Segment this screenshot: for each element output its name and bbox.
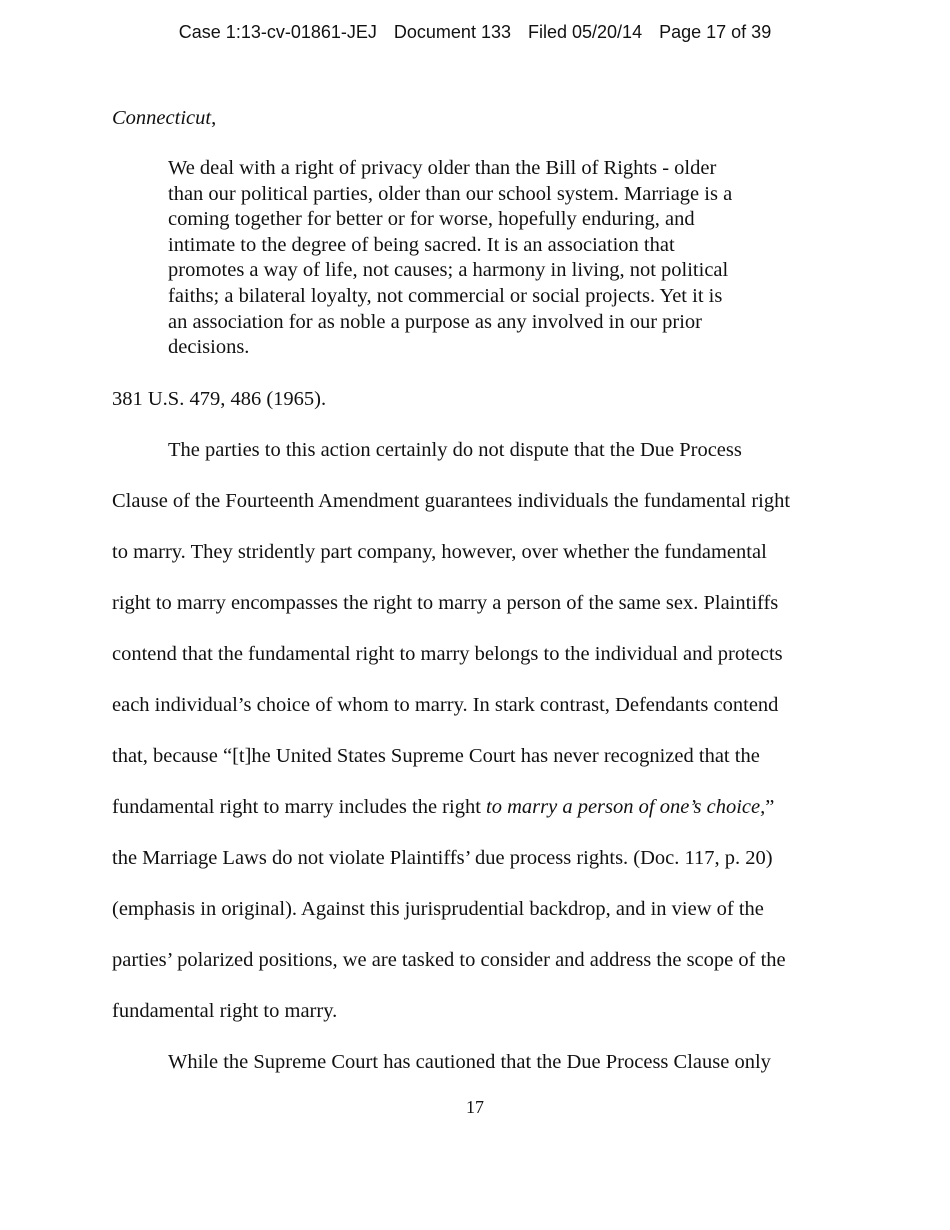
filed-date: Filed 05/20/14 (528, 22, 643, 42)
quote-line: than our political parties, older than our school system. Marriage is a (168, 182, 733, 205)
quote-line: We deal with a right of privacy older than the Bill of Rights - older (168, 157, 717, 179)
text-line: parties’ polarized positions, we are tasked to consider and address the scope of the (112, 949, 786, 971)
page-indicator: Page 17 of 39 (659, 22, 772, 42)
quote-line: intimate to the degree of being sacred. It is an association that (168, 233, 675, 256)
quote-line: faiths; a bilateral loyalty, not commercial or social projects. Yet it is (168, 284, 723, 307)
case-citation: 381 U.S. 479, 486 (1965). (112, 388, 327, 410)
text-line: (emphasis in original). Against this jurisprudential backdrop, and in view of the (112, 898, 764, 920)
text-line: While the Supreme Court has cautioned that the Due Process Clause only (168, 1051, 771, 1073)
intro-punct: , (211, 107, 217, 129)
text-line (112, 793, 852, 844)
quote-intro (112, 104, 216, 132)
text-line: right to marry encompasses the right to marry a person of the same sex. Plaintiffs (112, 592, 779, 614)
text-line: The parties to this action certainly do not dispute that the Due Process (168, 439, 742, 461)
closing-quote: ” (765, 796, 775, 818)
text-line: each individual’s choice of whom to marry. In stark contrast, Defendants contend (112, 694, 779, 716)
quote-line: decisions. (168, 336, 250, 359)
text-segment: fundamental right to marry includes the right (112, 796, 487, 818)
text-line: Clause of the Fourteenth Amendment guarantees individuals the fundamental right (112, 490, 791, 512)
filing-header (0, 21, 950, 43)
case-name: Connecticut (112, 107, 212, 129)
text-line: to marry. They stridently part company, however, over whether the fundamental (112, 541, 767, 563)
text-line: contend that the fundamental right to marry belongs to the individual and protects (112, 643, 783, 665)
document-number: Document 133 (393, 22, 511, 42)
quote-line: promotes a way of life, not causes; a harmony in living, not political (168, 259, 729, 282)
page-number: 17 (466, 1097, 484, 1117)
text-line: the Marriage Laws do not violate Plaintiffs’ due process rights. (Doc. 117, p. 20) (112, 847, 773, 869)
block-quote (168, 156, 808, 361)
quote-line: coming together for better or for worse, hopefully enduring, and (168, 208, 695, 231)
case-number: Case 1:13-cv-01861-JEJ (178, 22, 377, 42)
quote-line: an association for as noble a purpose as any involved in our prior (168, 310, 703, 333)
body-paragraph (112, 436, 852, 1099)
text-line: fundamental right to marry. (112, 1000, 338, 1022)
text-line: that, because “[t]he United States Supreme Court has never recognized that the (112, 745, 760, 767)
emphasized-text: to marry a person of one’s choice, (486, 796, 766, 818)
